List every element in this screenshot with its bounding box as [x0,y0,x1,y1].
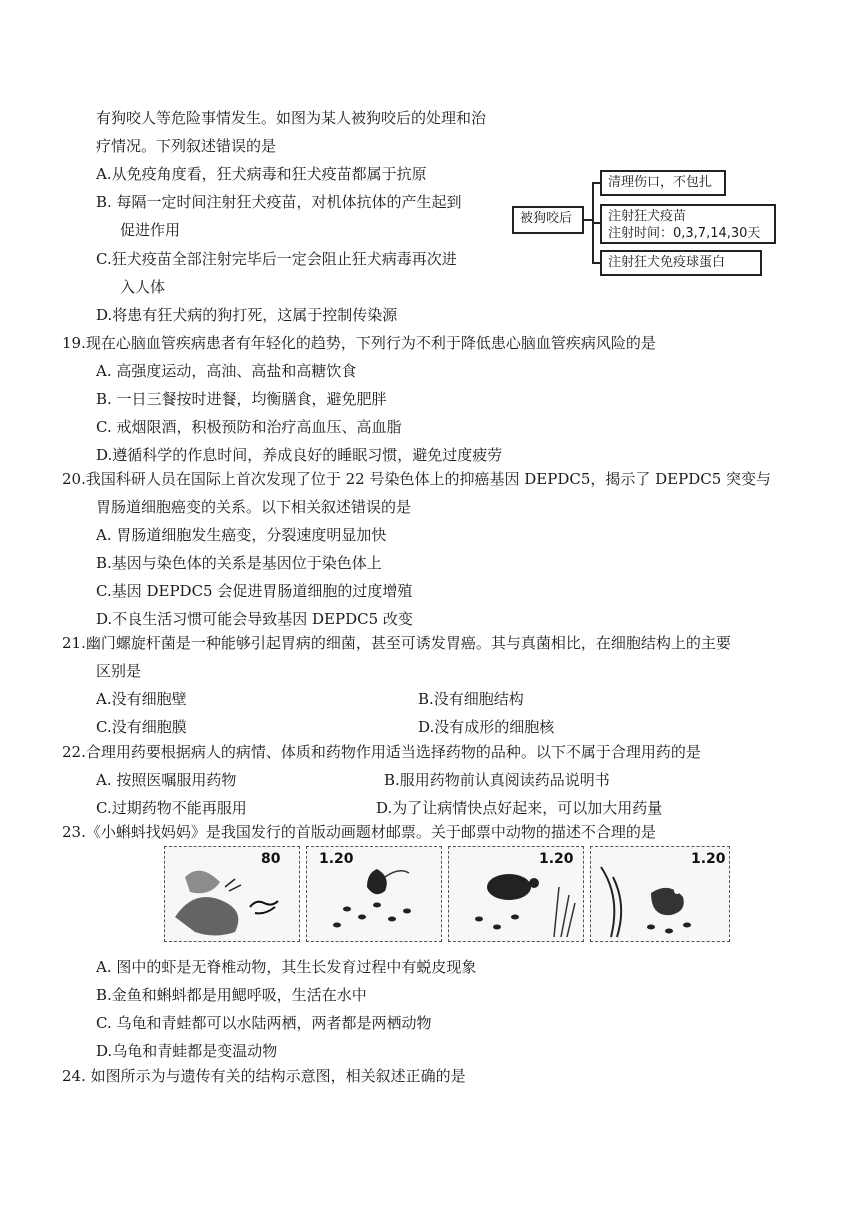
q21-option-d: D.没有成形的细胞核 [418,718,555,736]
q22-option-d: D.为了让病情快点好起来，可以加大用药量 [376,799,663,817]
q18-intro-line2: 疗情况。下列叙述错误的是 [96,137,277,155]
stamp-3-denomination: 1.20 [539,851,574,867]
q19-option-b: B. 一日三餐按时进餐，均衡膳食，避免肥胖 [96,390,387,408]
q18-option-a: A.从免疫角度看，狂犬病毒和狂犬疫苗都属于抗原 [96,165,427,183]
stamp-2-denomination: 1.20 [319,851,354,867]
q23-option-a: A. 图中的虾是无脊椎动物，其生长发育过程中有蜕皮现象 [96,958,477,976]
stamp-goldfish [306,846,442,942]
q19-option-c: C. 戒烟限酒，积极预防和治疗高血压、高血脂 [96,418,402,436]
q20-stem-line1: 20.我国科研人员在国际上首次发现了位于 22 号染色体上的抑癌基因 DEPDC5，揭示了 DEPDC5 突变与 [62,470,772,488]
q18-option-b-line2: 促进作用 [120,221,181,239]
q21-stem-line1: 21.幽门螺旋杆菌是一种能够引起胃病的细菌，甚至可诱发胃癌。其与真菌相比，在细胞结构上的主要 [62,634,731,652]
q18-option-d: D.将患有狂犬病的狗打死，这属于控制传染源 [96,306,398,324]
q19-option-a: A. 高强度运动，高油、高盐和高糖饮食 [96,362,357,380]
diagram-branch-3 [592,262,600,264]
q21-stem-line2: 区别是 [96,662,142,680]
diagram-step-clean-wound: 清理伤口，不包扎 [600,170,726,196]
diagram-branch-1 [592,182,600,184]
q21-option-b: B.没有细胞结构 [418,690,524,708]
q20-option-b: B.基因与染色体的关系是基因位于染色体上 [96,554,382,572]
q20-option-c: C.基因 DEPDC5 会促进胃肠道细胞的过度增殖 [96,582,413,600]
diagram-connector [584,219,592,221]
q18-option-b-line1: B. 每隔一定时间注射狂犬疫苗，对机体抗体的产生起到 [96,193,462,211]
q21-option-a: A.没有细胞壁 [96,690,187,708]
q23-option-b: B.金鱼和蝌蚪都是用鳃呼吸，生活在水中 [96,986,367,1004]
stamp-1-denomination: 80 [261,851,281,867]
stamp-shrimp [164,846,300,942]
stamp-frog [590,846,730,942]
q19-stem: 19.现在心脑血管疾病患者有年轻化的趋势，下列行为不利于降低患心脑血管疾病风险的是 [62,334,656,352]
q22-stem: 22.合理用药要根据病人的病情、体质和药物作用适当选择药物的品种。以下不属于合理用药的是 [62,743,701,761]
q18-option-c-line2: 入人体 [120,278,166,296]
dog-bite-treatment-diagram [512,166,780,278]
q19-option-d: D.遵循科学的作息时间，养成良好的睡眠习惯，避免过度疲劳 [96,446,503,464]
q23-option-c: C. 乌龟和青蛙都可以水陆两栖，两者都是两栖动物 [96,1014,432,1032]
q23-stem: 23.《小蝌蚪找妈妈》是我国发行的首版动画题材邮票。关于邮票中动物的描述不合理的是 [62,823,656,841]
diagram-vaccine-label: 注射狂犬疫苗 [608,209,687,224]
diagram-step-vaccine [600,204,776,244]
diagram-step-immunoglobulin: 注射狂犬免疫球蛋白 [600,250,762,276]
q24-stem: 24. 如图所示为与遗传有关的结构示意图，相关叙述正确的是 [62,1067,466,1085]
stamp-turtle [448,846,584,942]
q20-stem-line2: 胃肠道细胞癌变的关系。以下相关叙述错误的是 [96,498,412,516]
q20-option-a: A. 胃肠道细胞发生癌变，分裂速度明显加快 [96,526,387,544]
q21-option-c: C.没有细胞膜 [96,718,187,736]
stamp-strip [164,846,730,944]
q22-option-c: C.过期药物不能再服用 [96,799,247,817]
q18-option-c-line1: C.狂犬疫苗全部注射完毕后一定会阻止狂犬病毒再次进 [96,250,457,268]
diagram-start-box: 被狗咬后 [512,206,584,234]
diagram-branch-2 [592,222,600,224]
diagram-vaccine-schedule: 注射时间：0,3,7,14,30天 [608,226,761,241]
stamp-4-denomination: 1.20 [691,851,726,867]
q20-option-d: D.不良生活习惯可能会导致基因 DEPDC5 改变 [96,610,413,628]
q22-option-a: A. 按照医嘱服用药物 [96,771,237,789]
q22-option-b: B.服用药物前认真阅读药品说明书 [384,771,610,789]
q18-intro-line1: 有狗咬人等危险事情发生。如图为某人被狗咬后的处理和治 [96,109,487,127]
q23-option-d: D.乌龟和青蛙都是变温动物 [96,1042,278,1060]
